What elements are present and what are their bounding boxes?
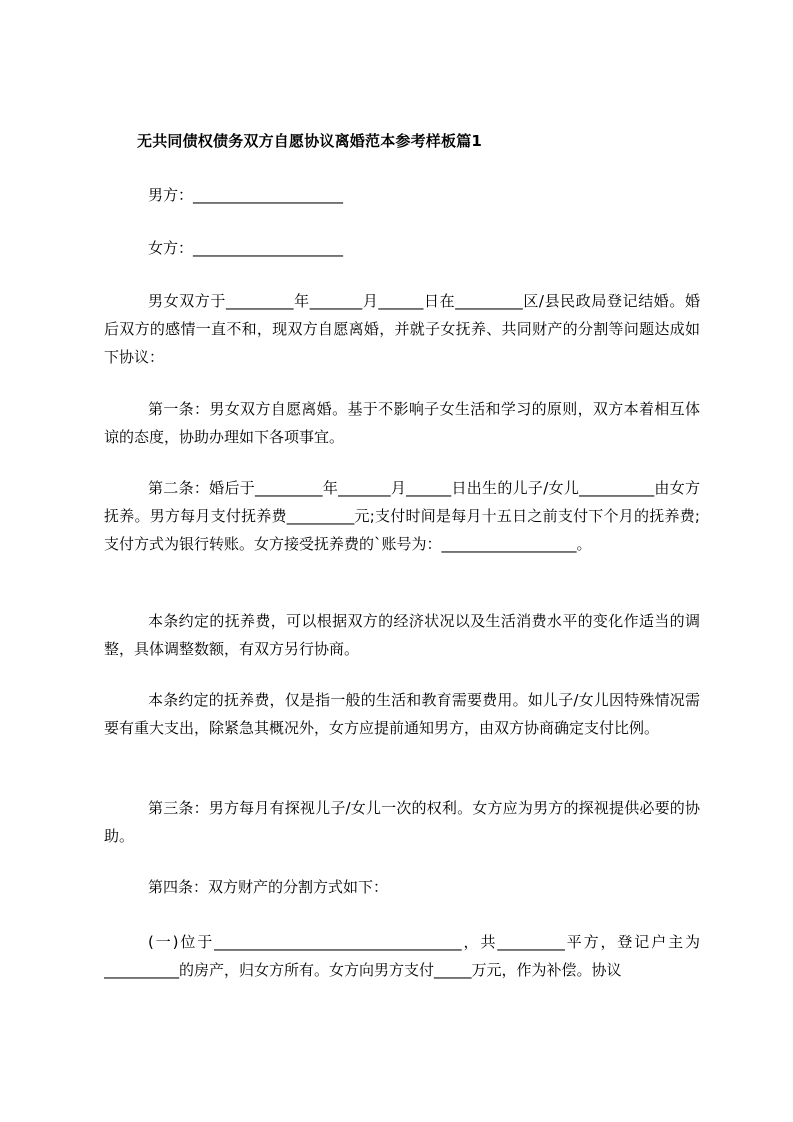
document-title: 无共同债权债务双方自愿协议离婚范本参考样板篇1 <box>137 132 483 150</box>
paragraph-article-2: 第二条：婚后于_________年_______月______日出生的儿子/女儿__________由女方抚养。男方每月支付抚养费_________元;支付时间是每月十五日之前支付下个月的抚养费;支付方式为银行转账。女方接受抚养费的`账号为：__________________。 <box>104 479 700 553</box>
paragraph-support-scope: 本条约定的抚养费，仅是指一般的生活和教育需要费用。如儿子/女儿因特殊情况需要有重大支出，除紧急其概况外，女方应提前通知男方，由双方协商确定支付比例。 <box>104 691 700 737</box>
paragraph-marriage-registration: 男女双方于_________年_______月______日在_________区/县民政局登记结婚。婚后双方的感情一直不和，现双方自愿离婚，并就子女抚养、共同财产的分割等问题达成如下协议： <box>104 292 700 366</box>
female-party-field: 女方：____________________ <box>148 239 344 257</box>
paragraph-support-adjustment: 本条约定的抚养费，可以根据双方的经济状况以及生活消费水平的变化作适当的调整，具体调整数额，有双方另行协商。 <box>104 612 700 658</box>
paragraph-property-item-1: (一)位于_________________________________，共_________平方，登记户主为__________的房产，归女方所有。女方向男方支付_____万元，作为补偿。协议 <box>104 933 700 979</box>
male-party-field: 男方：____________________ <box>148 186 344 204</box>
paragraph-article-1: 第一条：男女双方自愿离婚。基于不影响子女生活和学习的原则，双方本着相互体谅的态度，协助办理如下各项事宜。 <box>104 400 700 446</box>
paragraph-article-3: 第三条：男方每月有探视儿子/女儿一次的权利。女方应为男方的探视提供必要的协助。 <box>104 799 700 845</box>
paragraph-article-4: 第四条：双方财产的分割方式如下： <box>148 878 389 896</box>
